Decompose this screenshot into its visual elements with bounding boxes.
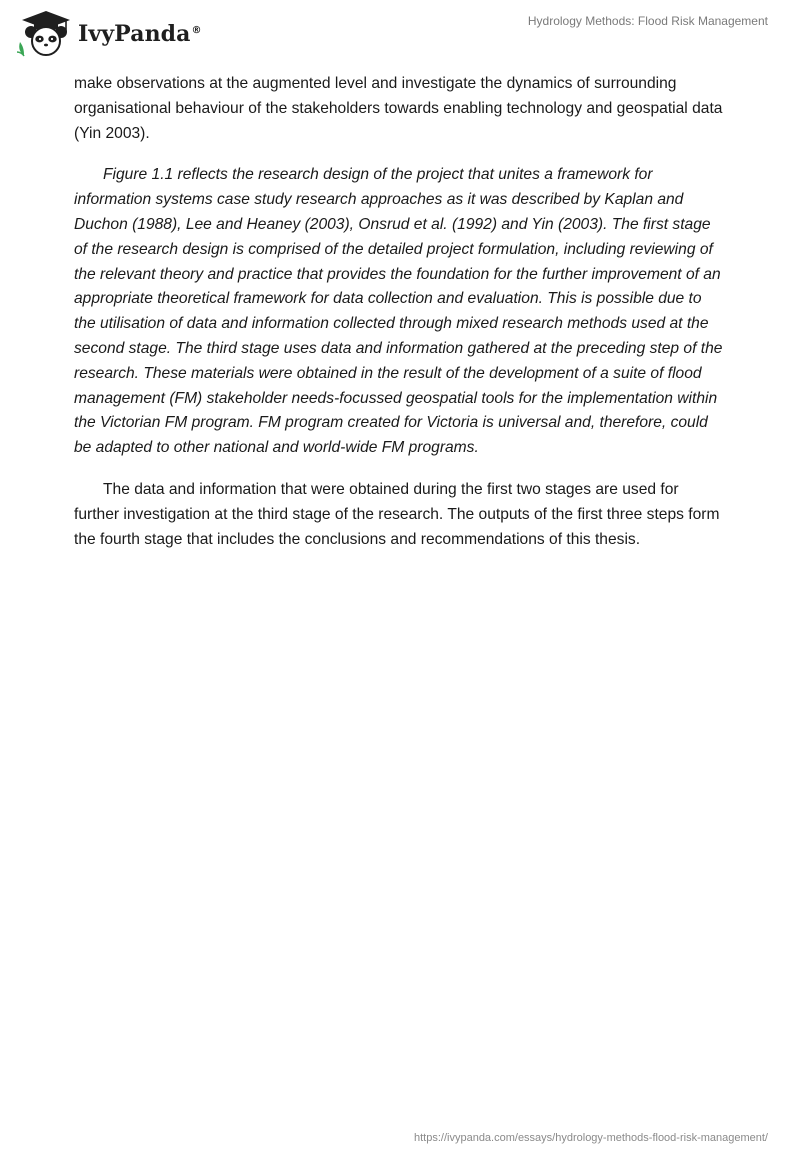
brand-name [78, 21, 202, 47]
registered-mark: ® [191, 24, 202, 36]
ivypanda-logo[interactable] [14, 8, 202, 58]
paragraph-research-design: Figure 1.1 reflects the research design of the project that unites a framework for information systems case study research approaches as it was described by Kaplan and Duchon (1988), Lee and Heaney (2003), Onsrud et al. (1992) and Yin (2003). The first stage of the research design is comprised of the detailed project formulation, including reviewing of the relevant theory and practice that provides the foundation for the further improvement of an appropriate theoretical framework for data collection and evaluation. This is possible due to the utilisation of data and information collected through mixed research methods used at the second stage. The third stage uses data and information gathered at the preceding step of the research. These materials were obtained in the result of the development of a suite of flood management (FM) stakeholder needs-focussed geospatial tools for the implementation within the Victorian FM program. FM program created for Victoria is universal and, therefore, could be adapted to other national and world-wide FM programs. [74, 166, 723, 457]
brand-name-text: IvyPanda [78, 21, 191, 47]
paragraph-continuation: make observations at the augmented level and investigate the dynamics of surrounding organisational behaviour of the stakeholders towards enabling technology and geospatial data (Yin 2003). [74, 75, 723, 142]
essay-content [74, 72, 726, 569]
panda-graduation-cap-icon [14, 8, 74, 58]
page-header [0, 0, 800, 62]
paragraph-stages-output: The data and information that were obtained during the first two stages are used for further investigation at the third stage of the research. The outputs of the first three steps form the fourth stage that includes the conclusions and recommendations of this thesis. [74, 480, 720, 548]
source-url[interactable]: https://ivypanda.com/essays/hydrology-methods-flood-risk-management/ [414, 1132, 768, 1144]
document-title: Hydrology Methods: Flood Risk Management [527, 14, 768, 28]
